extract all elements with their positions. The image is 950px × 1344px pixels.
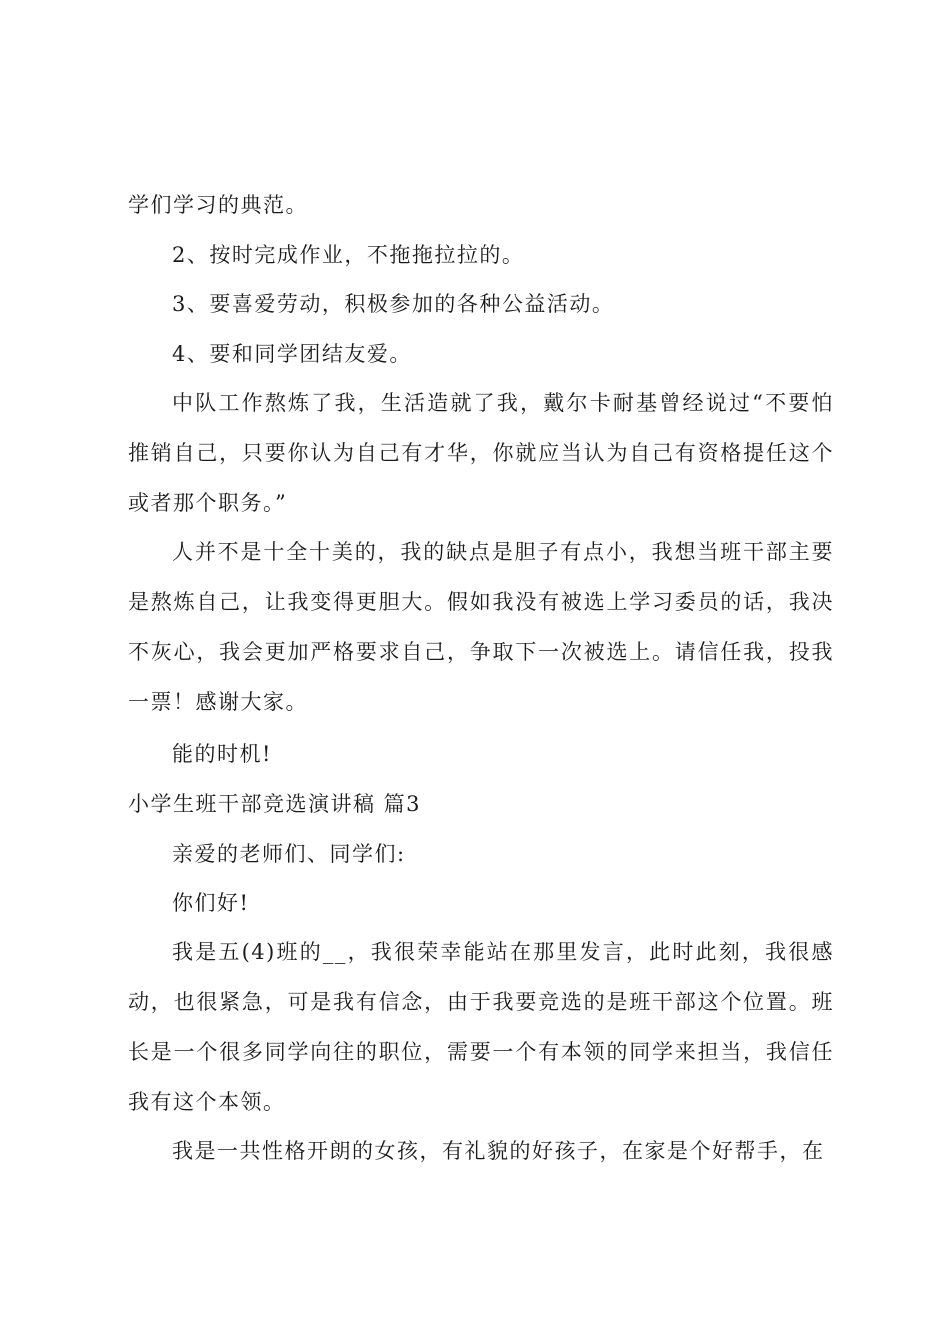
text-line-1: 学们学习的典范。 xyxy=(128,193,308,217)
list-item-4: 4、要和同学团结友爱。 xyxy=(172,342,412,366)
text-line-chance: 能的时机! xyxy=(172,742,272,766)
paragraph-girl: 我是一共性格开朗的女孩，有礼貌的好孩子，在家是个好帮手，在 xyxy=(172,1139,825,1163)
greeting-line: 亲爱的老师们、同学们: xyxy=(172,842,406,866)
paragraph-mentor: 中队工作熬炼了我，生活造就了我，戴尔卡耐基曾经说过“不要怕推销自己，只要你认为自己有才华，你就应当认为自己有资格提任这个或者那个职务。” xyxy=(128,391,834,515)
paragraph-intro: 我是五(4)班的__，我很荣幸能站在那里发言，此时此刻，我很感动，也很紧急，可是我有信念，由于我要竞选的是班干部这个位置。班长是一个很多同学向往的职位，需要一个有本领的同学来担当，我信任我有这个本领。 xyxy=(128,940,834,1114)
list-item-3: 3、要喜爱劳动，积极参加的各种公益活动。 xyxy=(172,292,615,316)
hello-line: 你们好! xyxy=(172,891,250,915)
paragraph-flaw: 人并不是十全十美的，我的缺点是胆子有点小，我想当班干部主要是熬炼自己，让我变得更胆大。假如我没有被选上学习委员的话，我决不灰心，我会更加严格要求自己，争取下一次被选上。请信任我，投我一票！感谢大家。 xyxy=(128,540,834,714)
section-heading: 小学生班干部竞选演讲稿 篇3 xyxy=(128,792,422,816)
list-item-2: 2、按时完成作业，不拖拖拉拉的。 xyxy=(172,243,525,267)
